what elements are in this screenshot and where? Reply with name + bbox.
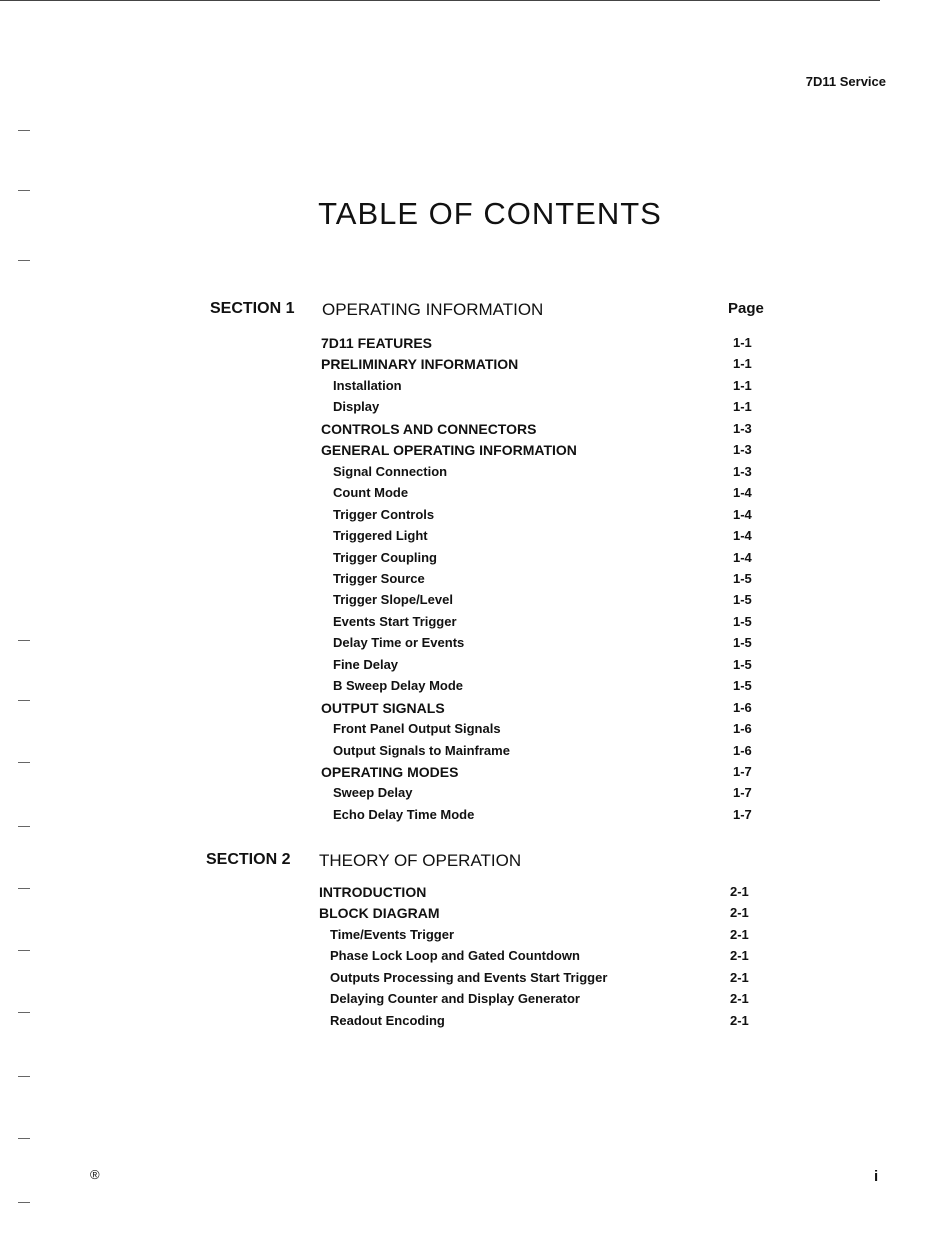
toc-entry[interactable] [0, 807, 950, 827]
document-id: 7D11 Service [805, 74, 886, 89]
toc-entry-page: 2-1 [730, 948, 749, 964]
toc-entry-title: 7D11 FEATURES [321, 335, 432, 351]
toc-entry[interactable] [0, 884, 950, 904]
toc-entry-page: 1-5 [733, 656, 752, 672]
toc-entry-title: Echo Delay Time Mode [333, 806, 475, 822]
toc-entry-page: 1-1 [733, 356, 752, 372]
section-heading [0, 851, 950, 873]
toc-entry-page: 1-4 [733, 506, 752, 522]
toc-entry-page: 1-4 [733, 485, 752, 501]
toc-entry-title: Trigger Coupling [333, 549, 437, 565]
footer-mark: ® [90, 1167, 100, 1182]
section-label: SECTION 1 [210, 300, 295, 317]
toc-entry[interactable] [0, 356, 950, 376]
toc-entry-page: 2-1 [730, 926, 749, 942]
toc-entry-page: 1-6 [733, 699, 752, 715]
toc-entry-title: Delay Time or Events [333, 635, 465, 651]
toc-entry-page: 2-1 [730, 991, 749, 1007]
toc-entry[interactable] [0, 571, 950, 591]
toc-entry-title: Trigger Controls [333, 506, 435, 522]
toc-entry-page: 2-1 [730, 1012, 749, 1028]
toc-entry-page: 1-3 [733, 442, 752, 458]
section-label: SECTION 2 [206, 851, 291, 868]
toc-entry[interactable] [0, 905, 950, 925]
page-column-label: Page [728, 300, 764, 317]
toc-entry-page: 1-6 [733, 742, 752, 758]
toc-entry-page: 1-4 [733, 549, 752, 565]
toc-entry-page: 1-5 [733, 678, 752, 694]
toc-entry-page: 2-1 [730, 884, 749, 899]
toc-entry-title: Events Start Trigger [333, 613, 457, 629]
page-title: TABLE OF CONTENTS [318, 196, 662, 231]
toc-entry-title: Triggered Light [333, 528, 428, 544]
toc-entry-title: Installation [333, 377, 402, 393]
section-title: OPERATING INFORMATION [322, 300, 544, 319]
toc-entry[interactable] [0, 528, 950, 548]
toc-entry-page: 1-7 [733, 806, 752, 822]
toc-entry-page: 1-5 [733, 635, 752, 651]
toc-entry-title: Delaying Counter and Display Generator [330, 991, 580, 1007]
toc-entry-title: Outputs Processing and Events Start Trigger [330, 969, 608, 985]
toc-entry[interactable] [0, 378, 950, 398]
toc-entry-title: OPERATING MODES [321, 764, 459, 780]
toc-entry[interactable] [0, 1013, 950, 1033]
toc-entry-page: 2-1 [730, 905, 749, 921]
toc-entry-page: 1-6 [733, 721, 752, 737]
toc-entry-page: 2-1 [730, 969, 749, 985]
toc-entry-title: Readout Encoding [330, 1012, 445, 1028]
toc-entry-page: 1-5 [733, 592, 752, 608]
toc-entry[interactable] [0, 550, 950, 570]
toc-entry[interactable] [0, 592, 950, 612]
toc-entry[interactable] [0, 614, 950, 634]
toc-entry[interactable] [0, 991, 950, 1011]
toc-entry-title: OUTPUT SIGNALS [321, 699, 445, 716]
toc-entry-title: B Sweep Delay Mode [333, 678, 464, 694]
toc-entry[interactable] [0, 421, 950, 441]
toc-entry-title: CONTROLS AND CONNECTORS [321, 420, 537, 437]
toc-entry[interactable] [0, 785, 950, 805]
toc-entry-page: 1-3 [733, 420, 752, 436]
toc-entry[interactable] [0, 507, 950, 527]
toc-entry[interactable] [0, 743, 950, 763]
toc-entry[interactable] [0, 335, 950, 355]
toc-entry-title: Output Signals to Mainframe [333, 742, 510, 758]
toc-entry-title: Signal Connection [333, 463, 448, 479]
toc-entry-title: BLOCK DIAGRAM [319, 905, 440, 922]
toc-entry-title: PRELIMINARY INFORMATION [321, 356, 519, 373]
section-title: THEORY OF OPERATION [319, 851, 522, 870]
toc-entry-title: Sweep Delay [333, 785, 413, 801]
toc-entry-page: 1-5 [733, 613, 752, 629]
toc-entry[interactable] [0, 399, 950, 419]
toc-entry-page: 1-3 [733, 463, 752, 479]
toc-entry-page: 1-1 [733, 335, 752, 350]
toc-entry-page: 1-1 [733, 399, 752, 415]
toc-entry-title: Trigger Slope/Level [333, 592, 453, 608]
toc-entry-page: 1-7 [733, 785, 752, 801]
toc-entry-title: Time/Events Trigger [330, 926, 455, 942]
toc-entry[interactable] [0, 764, 950, 784]
toc-entry[interactable] [0, 948, 950, 968]
toc-entry[interactable] [0, 635, 950, 655]
toc-entry[interactable] [0, 970, 950, 990]
toc-entry[interactable] [0, 657, 950, 677]
toc-entry-title: INTRODUCTION [319, 884, 427, 900]
toc-entry-title: Fine Delay [333, 656, 399, 672]
toc-entry[interactable] [0, 442, 950, 462]
toc-entry-title: Count Mode [333, 485, 409, 501]
toc-entry-page: 1-7 [733, 764, 752, 779]
toc-entry[interactable] [0, 678, 950, 698]
page-number: i [874, 1168, 879, 1185]
toc-entry-title: Trigger Source [333, 570, 425, 586]
toc-entry[interactable] [0, 464, 950, 484]
toc-entry[interactable] [0, 700, 950, 720]
top-rule [0, 0, 880, 1]
toc-entry-title: Display [333, 399, 380, 415]
toc-entry-title: GENERAL OPERATING INFORMATION [321, 442, 577, 459]
toc-entry-title: Phase Lock Loop and Gated Countdown [330, 948, 580, 964]
toc-entry[interactable] [0, 927, 950, 947]
toc-entry-page: 1-5 [733, 570, 752, 586]
toc-entry[interactable] [0, 721, 950, 741]
toc-entry-page: 1-1 [733, 377, 752, 393]
section-heading [0, 300, 950, 322]
toc-entry-page: 1-4 [733, 528, 752, 544]
toc-entry[interactable] [0, 485, 950, 505]
toc-entry-title: Front Panel Output Signals [333, 721, 501, 737]
